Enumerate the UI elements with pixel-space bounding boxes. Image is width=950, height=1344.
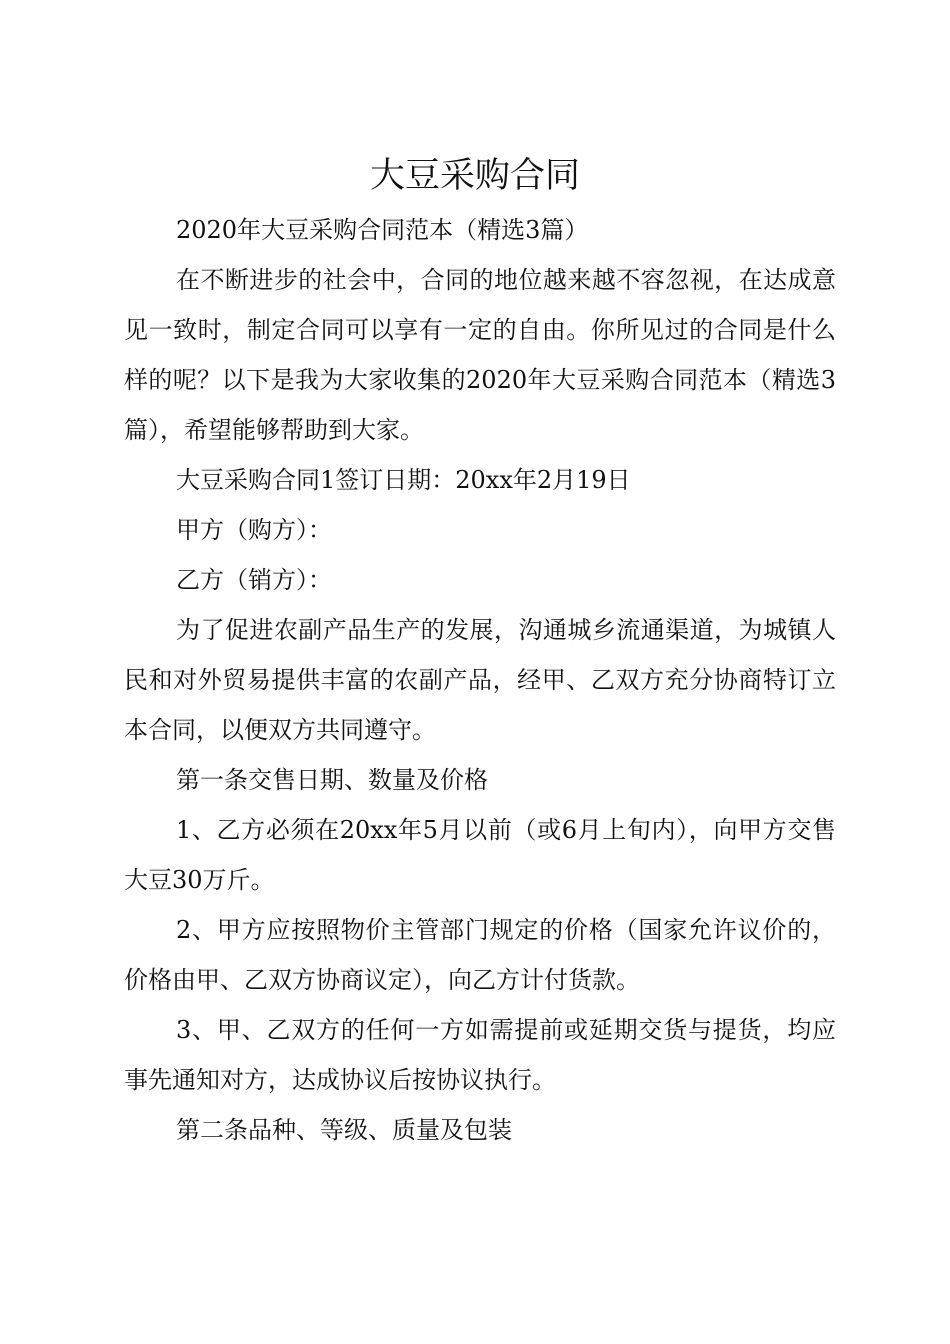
paragraph-party-b: 乙方（销方）： xyxy=(176,566,332,594)
paragraph-clause-3: 3、甲、乙双方的任何一方如需提前或延期交货与提货，均应事先通知对方，达成协议后按协议执行。 xyxy=(124,1016,836,1094)
document-title: 大豆采购合同 xyxy=(369,156,580,196)
paragraph-purpose: 为了促进农副产品生产的发展，沟通城乡流通渠道，为城镇人民和对外贸易提供丰富的农副产品，经甲、乙双方充分协商特订立本合同，以便双方共同遵守。 xyxy=(124,616,836,744)
paragraph-clause-1: 1、乙方必须在20xx年5月以前（或6月上旬内），向甲方交售大豆30万斤。 xyxy=(124,816,836,894)
paragraph-party-a: 甲方（购方）： xyxy=(176,516,332,544)
paragraph-intro: 在不断进步的社会中，合同的地位越来越不容忽视，在达成意见一致时，制定合同可以享有一定的自由。你所见过的合同是什么样的呢？以下是我为大家收集的2020年大豆采购合同范本（精选3篇），希望能够帮助到大家。 xyxy=(124,266,836,444)
paragraph-subtitle: 2020年大豆采购合同范本（精选3篇） xyxy=(176,216,589,244)
paragraph-article-1-heading: 第一条交售日期、数量及价格 xyxy=(176,766,488,794)
paragraph-article-2-heading: 第二条品种、等级、质量及包装 xyxy=(176,1116,512,1144)
document-body xyxy=(124,205,836,1155)
paragraph-clause-2: 2、甲方应按照物价主管部门规定的价格（国家允许议价的，价格由甲、乙双方协商议定），向乙方计付货款。 xyxy=(124,916,836,994)
paragraph-sign-date: 大豆采购合同1签订日期：20xx年2月19日 xyxy=(176,466,631,494)
